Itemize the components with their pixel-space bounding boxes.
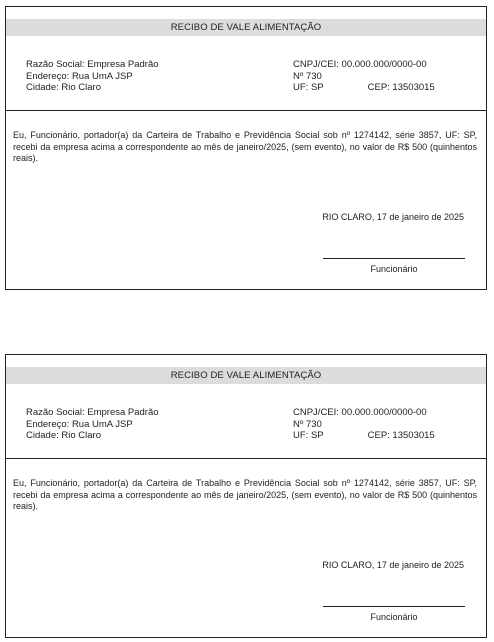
company-info (26, 59, 159, 94)
receipt-statement: Eu, Funcionário, portador(a) da Carteira de Trabalho e Previdência Social sob nº 1274142, série 3857, UF: SP, recebi da empresa acima a correspondente ao mês de janeiro/2025, (sem evento), no valor de R$ 500 (quinhentos reais). (13, 478, 477, 511)
signature-line (323, 258, 465, 259)
numero: Nº 730 (293, 418, 322, 430)
uf-cep-row (293, 430, 435, 442)
receipt-statement: Eu, Funcionário, portador(a) da Carteira de Trabalho e Previdência Social sob nº 1274142, série 3857, UF: SP, recebi da empresa acima a correspondente ao mês de janeiro/2025, (sem evento), no valor de R$ 500 (quinhentos reais). (13, 130, 477, 163)
section-divider (6, 458, 486, 459)
receipt-first-copy (5, 6, 487, 290)
razao-social: Razão Social: Empresa Padrão (26, 59, 159, 70)
uf: UF: SP (293, 430, 324, 441)
cep: CEP: 13503015 (367, 430, 435, 441)
company-registration (293, 59, 435, 94)
section-divider (6, 110, 486, 111)
place-date: RIO CLARO, 17 de janeiro de 2025 (322, 212, 464, 222)
numero: Nº 730 (293, 70, 322, 82)
uf: UF: SP (293, 82, 324, 93)
cidade: Cidade: Rio Claro (26, 430, 101, 441)
cidade: Cidade: Rio Claro (26, 82, 101, 93)
company-registration (293, 407, 435, 442)
signature-label: Funcionário (370, 264, 418, 274)
place-date: RIO CLARO, 17 de janeiro de 2025 (322, 560, 464, 570)
receipt-title: RECIBO DE VALE ALIMENTAÇÃO (6, 367, 486, 384)
cnpj: CNPJ/CEI: 00.000.000/0000-00 (293, 407, 427, 418)
signature-line (323, 606, 465, 607)
signature-label: Funcionário (370, 612, 418, 622)
razao-social: Razão Social: Empresa Padrão (26, 407, 159, 418)
endereco: Endereço: Rua UmA JSP (26, 70, 133, 82)
receipt-title: RECIBO DE VALE ALIMENTAÇÃO (6, 19, 486, 36)
cep: CEP: 13503015 (367, 82, 435, 93)
cnpj: CNPJ/CEI: 00.000.000/0000-00 (293, 59, 427, 70)
uf-cep-row (293, 82, 435, 94)
receipt-second-copy (5, 354, 487, 638)
company-info (26, 407, 159, 442)
endereco: Endereço: Rua UmA JSP (26, 418, 133, 430)
